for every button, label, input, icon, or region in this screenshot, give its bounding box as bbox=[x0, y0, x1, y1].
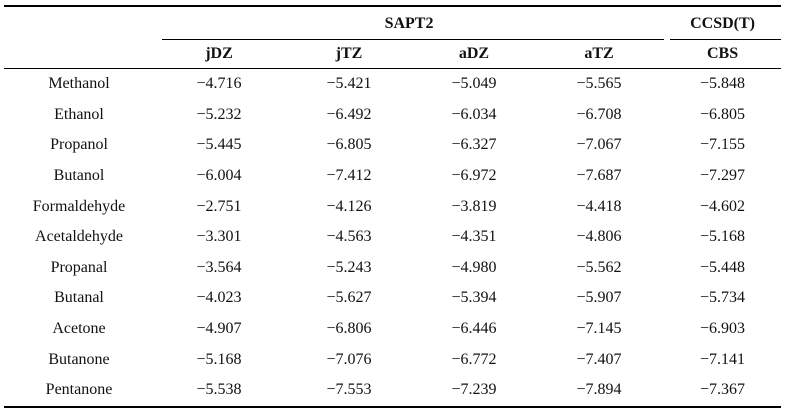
cell-atz-value: −4.806 bbox=[576, 228, 622, 246]
table-row bbox=[4, 375, 781, 407]
cell-atz-value: −7.687 bbox=[576, 167, 622, 185]
row-molecule-name: Butanol bbox=[53, 167, 105, 185]
cell-adz-value: −3.819 bbox=[451, 197, 497, 215]
cell-jdz-value: −4.023 bbox=[196, 289, 242, 307]
table-row bbox=[4, 344, 781, 375]
cell-jtz-value: −6.805 bbox=[326, 136, 372, 154]
row-molecule-name: Acetaldehyde bbox=[35, 228, 123, 246]
row-molecule-name: Acetone bbox=[52, 320, 106, 338]
cell-jtz-value: −6.492 bbox=[326, 105, 372, 123]
cell-jdz-value: −3.564 bbox=[196, 258, 242, 276]
cell-adz-value: −6.327 bbox=[451, 136, 497, 154]
cell-jtz-value: −5.627 bbox=[326, 289, 372, 307]
cell-jtz-value: −4.563 bbox=[326, 228, 372, 246]
cell-cbs-value: −5.734 bbox=[700, 289, 746, 307]
cell-adz-value: −6.034 bbox=[451, 105, 497, 123]
cell-adz-value: −4.980 bbox=[451, 258, 497, 276]
cell-atz-value: −7.145 bbox=[576, 320, 622, 338]
cell-jdz-value: −6.004 bbox=[196, 167, 242, 185]
table-row bbox=[4, 314, 781, 345]
table-row bbox=[4, 253, 781, 284]
row-molecule-name: Propanal bbox=[50, 258, 108, 276]
cell-cbs-value: −5.448 bbox=[700, 258, 746, 276]
sapt-group-header bbox=[154, 6, 664, 40]
cell-jtz-value: −7.076 bbox=[326, 350, 372, 368]
cell-jdz-value: −5.232 bbox=[196, 105, 242, 123]
cell-atz-value: −7.067 bbox=[576, 136, 622, 154]
cell-jtz-value: −5.243 bbox=[326, 258, 372, 276]
cell-cbs-value: −4.602 bbox=[700, 197, 746, 215]
cell-cbs-value: −7.367 bbox=[664, 375, 781, 407]
cell-jdz-value: −4.716 bbox=[196, 75, 242, 93]
cell-jtz-value: −7.412 bbox=[326, 167, 372, 185]
cell-jtz-value: −4.126 bbox=[326, 197, 372, 215]
cell-jdz-value: −4.907 bbox=[196, 320, 242, 338]
cell-jdz-value: −5.538 bbox=[154, 375, 284, 407]
column-header-atz: aTZ bbox=[534, 40, 664, 69]
table-row bbox=[4, 222, 781, 253]
row-molecule-name: Butanal bbox=[54, 289, 104, 307]
cell-adz-value: −4.351 bbox=[451, 228, 497, 246]
cell-atz-value: −6.708 bbox=[576, 105, 622, 123]
cell-atz-value: −4.418 bbox=[576, 197, 622, 215]
group-header-row bbox=[4, 6, 781, 40]
row-molecule-name: Formaldehyde bbox=[32, 197, 126, 215]
row-molecule-name: Propanol bbox=[50, 136, 108, 154]
row-molecule-name: Ethanol bbox=[54, 105, 104, 123]
table-row bbox=[4, 69, 781, 100]
column-header-jdz: jDZ bbox=[154, 40, 284, 69]
row-molecule-name: Butanone bbox=[48, 350, 110, 368]
table-row bbox=[4, 283, 781, 314]
ccsd-group-label: CCSD(T) bbox=[690, 14, 755, 32]
cell-adz-value: −6.446 bbox=[451, 320, 497, 338]
table-row bbox=[4, 161, 781, 192]
cell-cbs-value: −6.903 bbox=[700, 320, 746, 338]
cell-atz-value: −5.565 bbox=[576, 75, 622, 93]
cell-atz-value: −5.907 bbox=[576, 289, 622, 307]
column-header-jtz: jTZ bbox=[284, 40, 414, 69]
table-row bbox=[4, 191, 781, 222]
cell-jtz-value: −6.806 bbox=[326, 320, 372, 338]
cell-atz-value: −5.562 bbox=[576, 258, 622, 276]
table-row bbox=[4, 130, 781, 161]
cell-atz-value: −7.894 bbox=[534, 375, 664, 407]
cell-adz-value: −6.772 bbox=[451, 350, 497, 368]
energy-table bbox=[4, 5, 781, 408]
cell-jdz-value: −5.168 bbox=[196, 350, 242, 368]
cell-adz-value: −5.049 bbox=[451, 75, 497, 93]
cell-cbs-value: −7.141 bbox=[700, 350, 746, 368]
row-molecule-name: Methanol bbox=[48, 75, 110, 93]
column-header-cbs: CBS bbox=[664, 40, 781, 69]
cell-jdz-value: −5.445 bbox=[196, 136, 242, 154]
column-header-row bbox=[4, 40, 781, 69]
row-molecule-name: Pentanone bbox=[4, 375, 154, 407]
cell-cbs-value: −6.805 bbox=[700, 105, 746, 123]
table-body bbox=[4, 69, 781, 407]
cell-jtz-value: −5.421 bbox=[326, 75, 372, 93]
sapt-group-label: SAPT2 bbox=[384, 14, 434, 32]
cell-cbs-value: −7.297 bbox=[700, 167, 746, 185]
cell-atz-value: −7.407 bbox=[576, 350, 622, 368]
column-header-adz: aDZ bbox=[414, 40, 534, 69]
ccsd-group-header bbox=[664, 6, 781, 40]
cell-adz-value: −7.239 bbox=[414, 375, 534, 407]
cell-adz-value: −5.394 bbox=[451, 289, 497, 307]
cell-jdz-value: −2.751 bbox=[196, 197, 242, 215]
cell-adz-value: −6.972 bbox=[451, 167, 497, 185]
cell-jtz-value: −7.553 bbox=[284, 375, 414, 407]
cell-cbs-value: −7.155 bbox=[700, 136, 746, 154]
table-row bbox=[4, 100, 781, 131]
cell-jdz-value: −3.301 bbox=[196, 228, 242, 246]
column-header-molecule bbox=[4, 40, 154, 69]
cell-cbs-value: −5.168 bbox=[700, 228, 746, 246]
cell-cbs-value: −5.848 bbox=[700, 75, 746, 93]
corner-cell bbox=[4, 6, 154, 40]
